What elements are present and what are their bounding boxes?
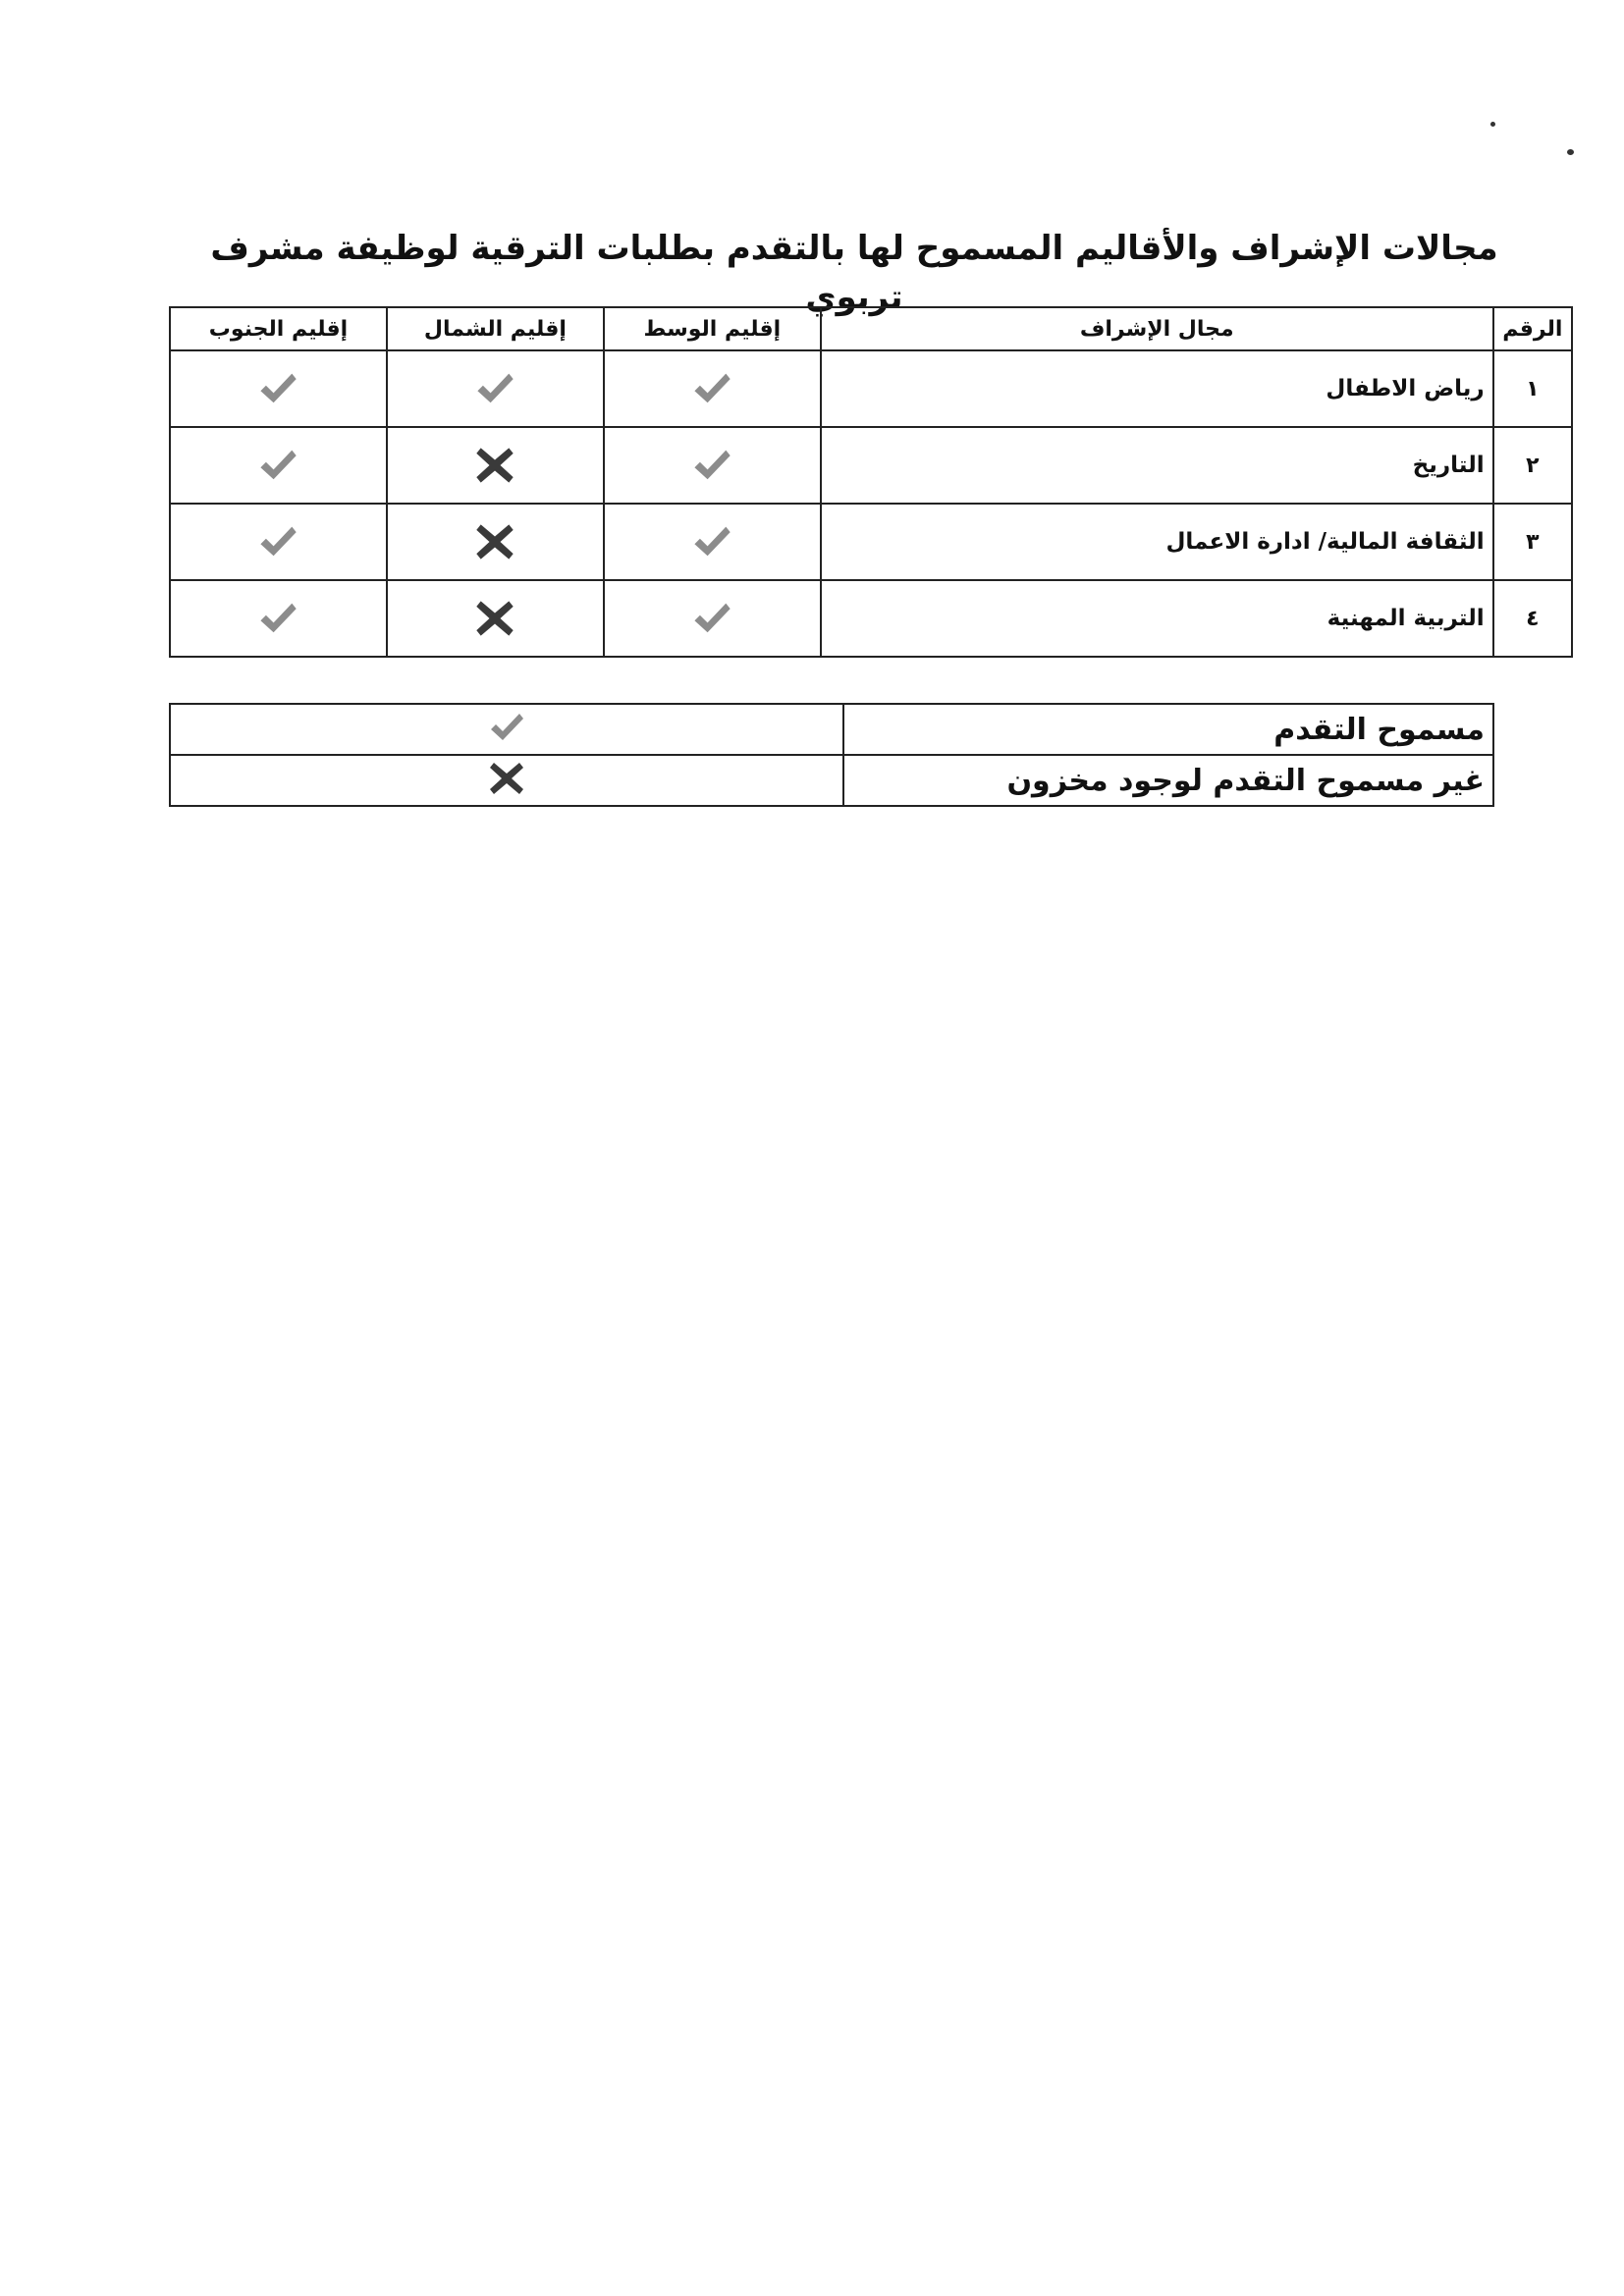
- row-number: ٤: [1493, 580, 1572, 657]
- cell-north: [387, 427, 604, 504]
- header-north: إقليم الشمال: [387, 307, 604, 350]
- row-field: التاريخ: [821, 427, 1493, 504]
- cell-north: [387, 350, 604, 427]
- cell-south: [170, 580, 387, 657]
- row-field: رياض الاطفال: [821, 350, 1493, 427]
- check-icon: [690, 597, 733, 640]
- cell-south: [170, 504, 387, 580]
- cross-icon: [487, 759, 526, 798]
- legend-allowed-mark: [170, 704, 843, 755]
- table-row: [170, 504, 1572, 580]
- check-icon: [256, 597, 299, 640]
- header-field: مجال الإشراف: [821, 307, 1493, 350]
- legend-not-allowed-label: غير مسموح التقدم لوجود مخزون: [843, 755, 1493, 806]
- cell-south: [170, 427, 387, 504]
- check-icon: [256, 367, 299, 410]
- cell-central: [604, 580, 821, 657]
- check-icon: [256, 520, 299, 563]
- legend-table: [169, 703, 1494, 807]
- legend-allowed-label: مسموح التقدم: [843, 704, 1493, 755]
- header-central: إقليم الوسط: [604, 307, 821, 350]
- row-field: التربية المهنية: [821, 580, 1493, 657]
- supervision-table: [169, 306, 1573, 658]
- table-header-row: [170, 307, 1572, 350]
- row-field: الثقافة المالية/ ادارة الاعمال: [821, 504, 1493, 580]
- check-icon: [690, 444, 733, 487]
- cell-central: [604, 504, 821, 580]
- header-south: إقليم الجنوب: [170, 307, 387, 350]
- legend-row: [170, 755, 1493, 806]
- row-number: ١: [1493, 350, 1572, 427]
- table-row: [170, 580, 1572, 657]
- check-icon: [473, 367, 516, 410]
- scan-speck: [1490, 122, 1495, 127]
- legend-not-allowed-mark: [170, 755, 843, 806]
- check-icon: [690, 520, 733, 563]
- table-row: [170, 427, 1572, 504]
- cell-north: [387, 504, 604, 580]
- document-title: مجالات الإشراف والأقاليم المسموح لها بالتقدم بطلبات الترقية لوظيفة مشرف تربوي: [210, 229, 1498, 317]
- cell-north: [387, 580, 604, 657]
- cross-icon: [473, 444, 516, 487]
- check-icon: [487, 708, 526, 747]
- legend-row: [170, 704, 1493, 755]
- row-number: ٣: [1493, 504, 1572, 580]
- check-icon: [690, 367, 733, 410]
- scan-speck: [1567, 149, 1574, 155]
- cross-icon: [473, 597, 516, 640]
- cell-south: [170, 350, 387, 427]
- header-number: الرقم: [1493, 307, 1572, 350]
- cell-central: [604, 427, 821, 504]
- cross-icon: [473, 520, 516, 563]
- table-row: [170, 350, 1572, 427]
- cell-central: [604, 350, 821, 427]
- row-number: ٢: [1493, 427, 1572, 504]
- check-icon: [256, 444, 299, 487]
